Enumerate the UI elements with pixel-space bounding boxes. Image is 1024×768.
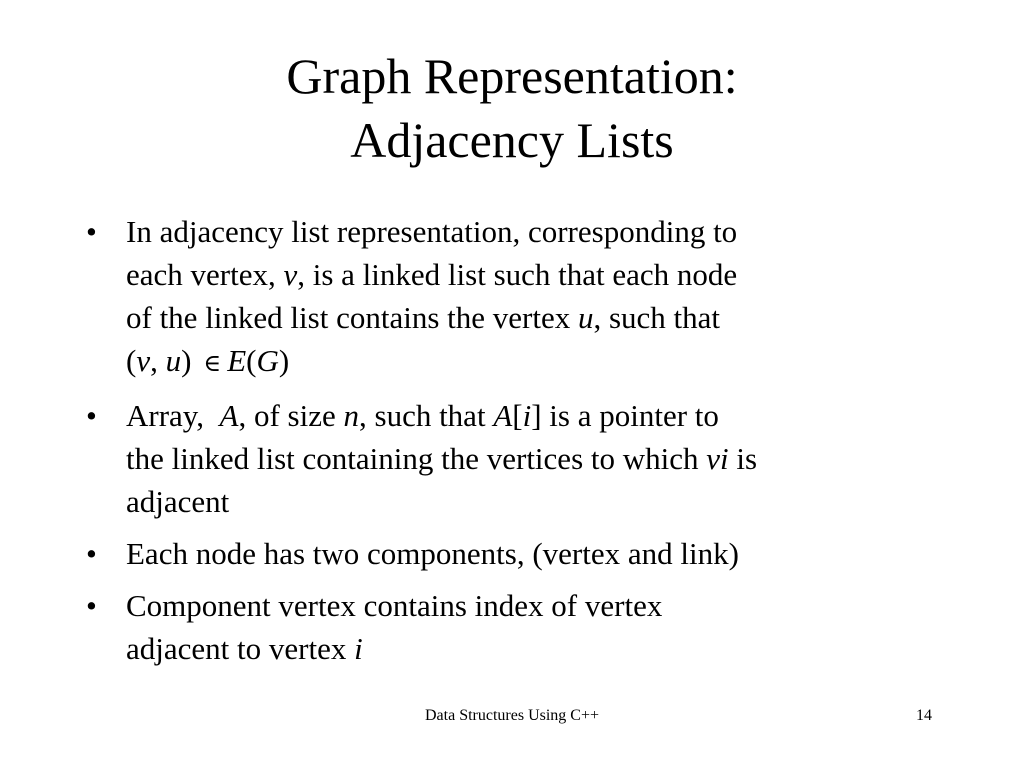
slide-title-line-2: Adjacency Lists [350,112,674,168]
page-number: 14 [916,707,932,724]
bullet-line: adjacent to vertex i [126,631,363,666]
bullet-line: Array, A, of size n, such that A[i] is a pointer to [126,398,719,433]
bullet-item-array [86,394,956,523]
slide-title-line-1: Graph Representation: [286,48,738,104]
footer-course-title: Data Structures Using C++ [424,707,600,724]
bullet-list [86,210,956,679]
bullet-item-component-vertex [86,584,956,670]
bullet-line: Component vertex contains index of vertex [126,588,663,623]
bullet-line: adjacent [126,484,230,519]
bullet-line: of the linked list contains the vertex u, such that [126,300,721,335]
bullet-line: In adjacency list representation, corresponding to [126,214,738,249]
bullet-item-node-components [86,532,956,575]
bullet-icon: • [86,398,97,433]
slide-title [0,44,1024,172]
bullet-icon: • [86,588,97,623]
bullet-icon: • [86,536,97,571]
bullet-line: Each node has two components, (vertex and link) [126,536,739,571]
bullet-line: (v, u) ∈ E(G) [126,343,290,378]
bullet-line: the linked list containing the vertices to which vi is [126,441,758,476]
bullet-icon: • [86,214,97,249]
bullet-item-adjacency-list [86,210,956,385]
bullet-line: each vertex, v, is a linked list such that each node [126,257,738,292]
